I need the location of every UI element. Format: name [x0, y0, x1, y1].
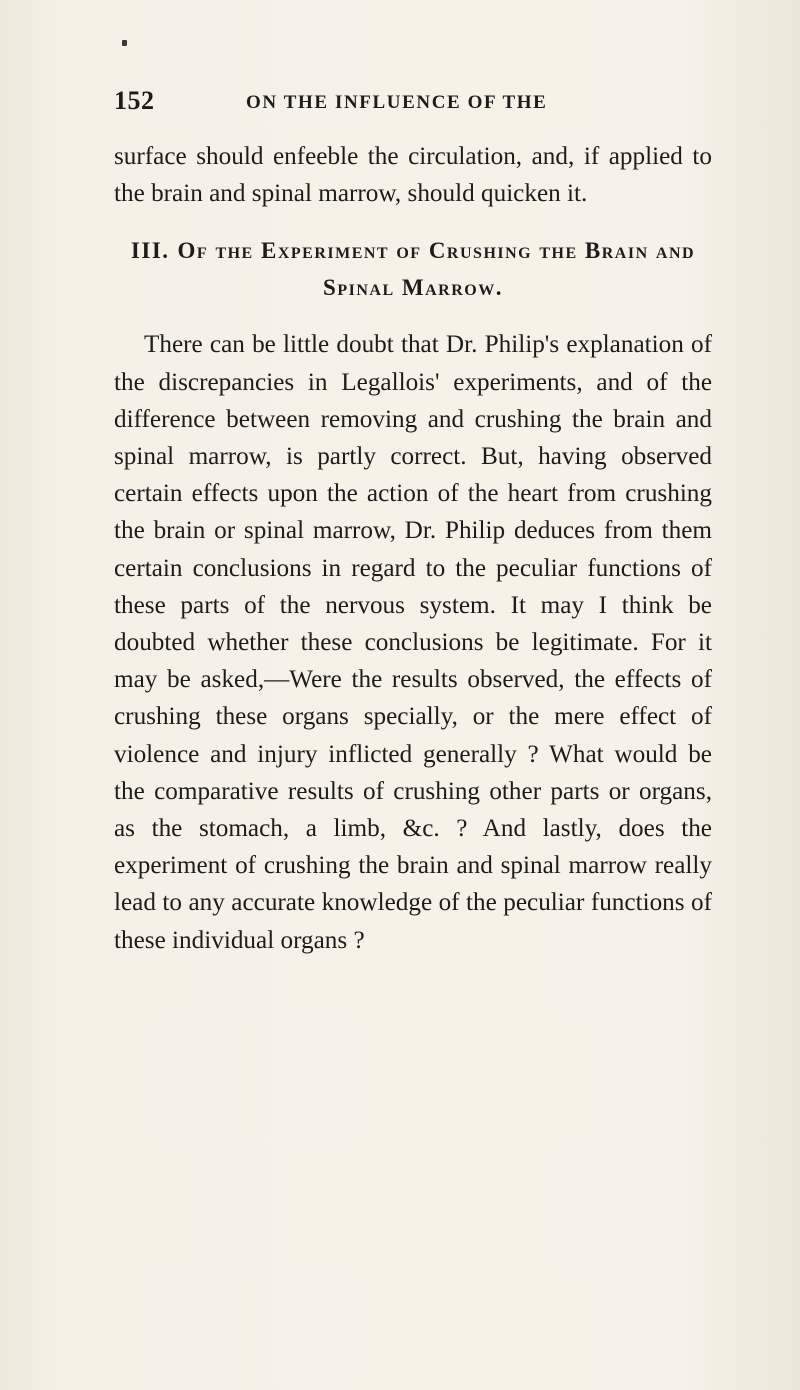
- section-heading: [114, 232, 712, 306]
- section-title: Of the Experiment of Crushing the Brain and Spinal Marrow.: [177, 238, 696, 301]
- running-head: ON THE INFLUENCE OF THE: [246, 92, 548, 113]
- page-header: [114, 86, 712, 122]
- body-paragraph: There can be little doubt that Dr. Philip's explanation of the discrepancies in Legallois' experiments, and of the difference between removing and crushing the brain and spinal marrow, is partly correct. But, having observed certain effects upon the action of the heart from crushing the brain or spinal marrow, Dr. Philip deduces from them certain conclusions in regard to the peculiar functions of these parts of the nervous system. It may I think be doubted whether these conclusions be legitimate. For it may be asked,—Were the results observed, the effects of crushing these organs specially, or the mere effect of violence and injury inflicted generally ? What would be the comparative results of crushing other parts or organs, as the stomach, a limb, &c. ? And lastly, does the experiment of crushing the brain and spinal marrow really lead to any accurate knowledge of the peculiar functions of these individual organs ?: [114, 331, 712, 954]
- page-number: 152: [114, 86, 155, 115]
- section-number: III.: [130, 238, 170, 264]
- ink-speck: [122, 40, 127, 46]
- page-body: [114, 138, 712, 959]
- continued-paragraph: surface should enfeeble the circulation, and, if applied to the brain and spinal marrow, should quicken it.: [114, 143, 712, 208]
